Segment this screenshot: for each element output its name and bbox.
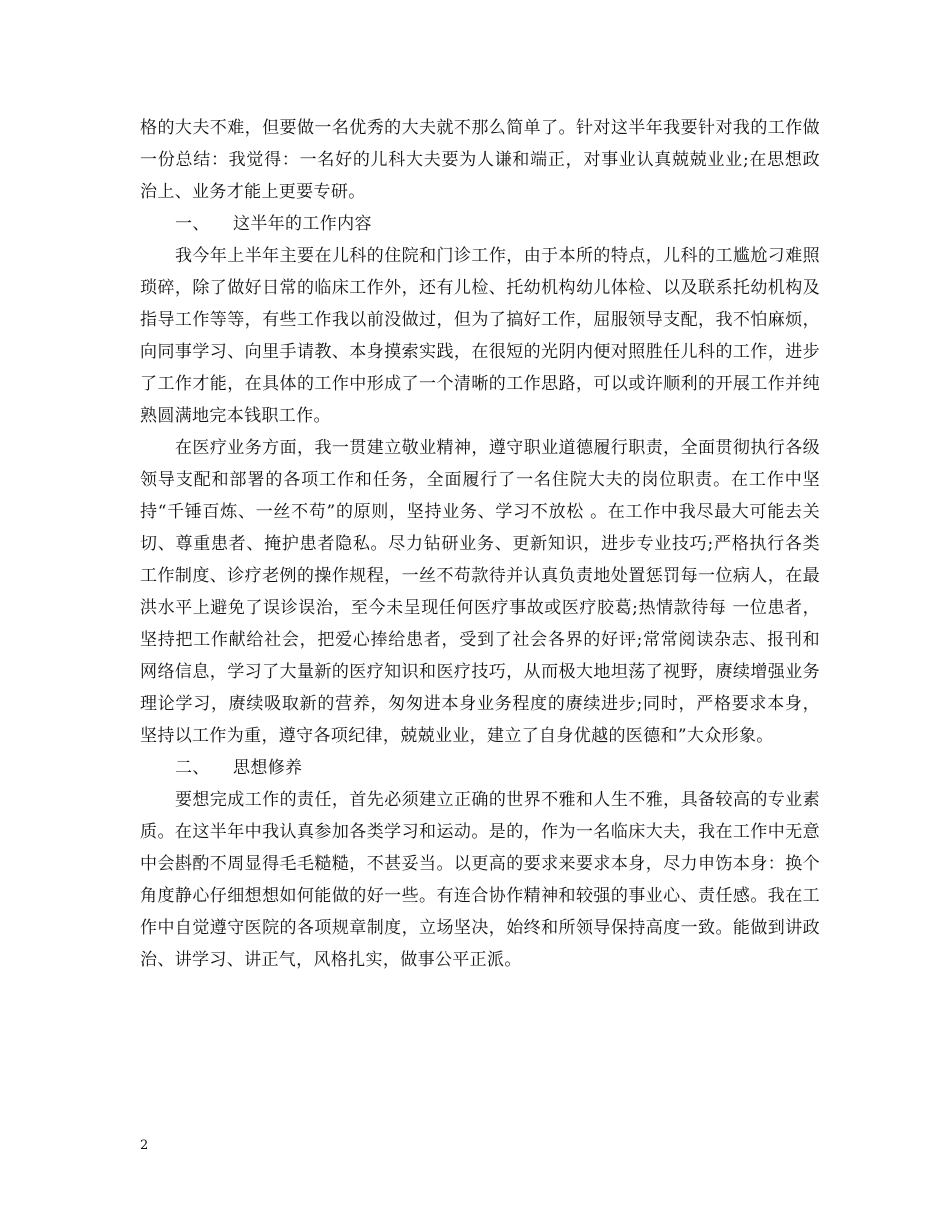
paragraph-1: 格的大夫不难，但要做一名优秀的大夫就不那么简单了。针对这半年我要针对我的工作做一份总结：我觉得：一名好的儿科大夫要为人谦和端正，对事业认真兢兢业业;在思想政治上、业务才能上更要专研。 [140,118,820,202]
paragraph-3: 在医疗业务方面，我一贯建立敬业精神，遵守职业道德履行职责，全面贯彻执行各级领导支配和部署的各项工作和任务，全面履行了一名住院大夫的岗位职责。在工作中坚持“千锤百炼、一丝不苟”的原则，坚持业务、学习不放松 。在工作中我尽最大可能去关切、尊重患者、掩护患者隐私。尽力钻研业务、更新知识，进步专业技巧;严格执行各类工作制度、诊疗老例的操作规程，一丝不苟款待并认真负责地处置惩罚每一位病人，在最洪水平上避免了误诊误治，至今未呈现任何医疗事故或医疗胶葛;热情款待每 一位患者，坚持把工作献给社会，把爱心捧给患者，受到了社会各界的好评;常常阅读杂志、报刊和网络信息，学习了大量新的医疗知识和医疗技巧，从而极大地坦荡了视野，赓续增强业务理论学习，赓续吸取新的营养，匆匆进本身业务程度的赓续进步;同时，严格要求本身，坚持以工作为重，遵守各项纪律，兢兢业业，建立了自身优越的医德和”大众形象。 [140,438,820,746]
page-number: 2 [140,1138,149,1153]
document-body [140,112,820,976]
paragraph-4: 要想完成工作的责任，首先必须建立正确的世界不雅和人生不雅，具备较高的专业素质。在这半年中我认真参加各类学习和运动。是的，作为一名临床大夫，我在工作中无意中会斟酌不周显得毛毛糙糙，不甚妥当。以更高的要求来要求本身，尽力申饬本身：换个角度静心仔细想想如何能做的好一些。有连合协作精神和较强的事业心、责任感。我在工作中自觉遵守医院的各项规章制度，立场坚决，始终和所领导保持高度一致。能做到讲政治、讲学习、讲正气，风格扎实，做事公平正派。 [140,790,820,970]
section-heading-2-title: 思想修养 [233,758,303,778]
paragraph-2: 我今年上半年主要在儿科的住院和门诊工作，由于本所的特点，儿科的工尴尬刁难照琐碎，除了做好日常的临床工作外，还有儿检、托幼机构幼儿体检、以及联系托幼机构及指导工作等等，有些工作我以前没做过，但为了搞好工作，屈服领导支配，我不怕麻烦，向同事学习、向里手请教、本身摸索实践，在很短的光阴内便对照胜任儿科的工作，进步了工作才能，在具体的工作中形成了一个清晰的工作思路，可以或许顺利的开展工作并纯熟圆满地完本钱职工作。 [140,246,820,426]
section-heading-1 [140,208,820,240]
section-heading-2-number: 二、 [175,758,210,778]
section-heading-1-title: 这半年的工作内容 [233,214,372,234]
section-heading-1-number: 一、 [175,214,210,234]
section-heading-2 [140,752,820,784]
